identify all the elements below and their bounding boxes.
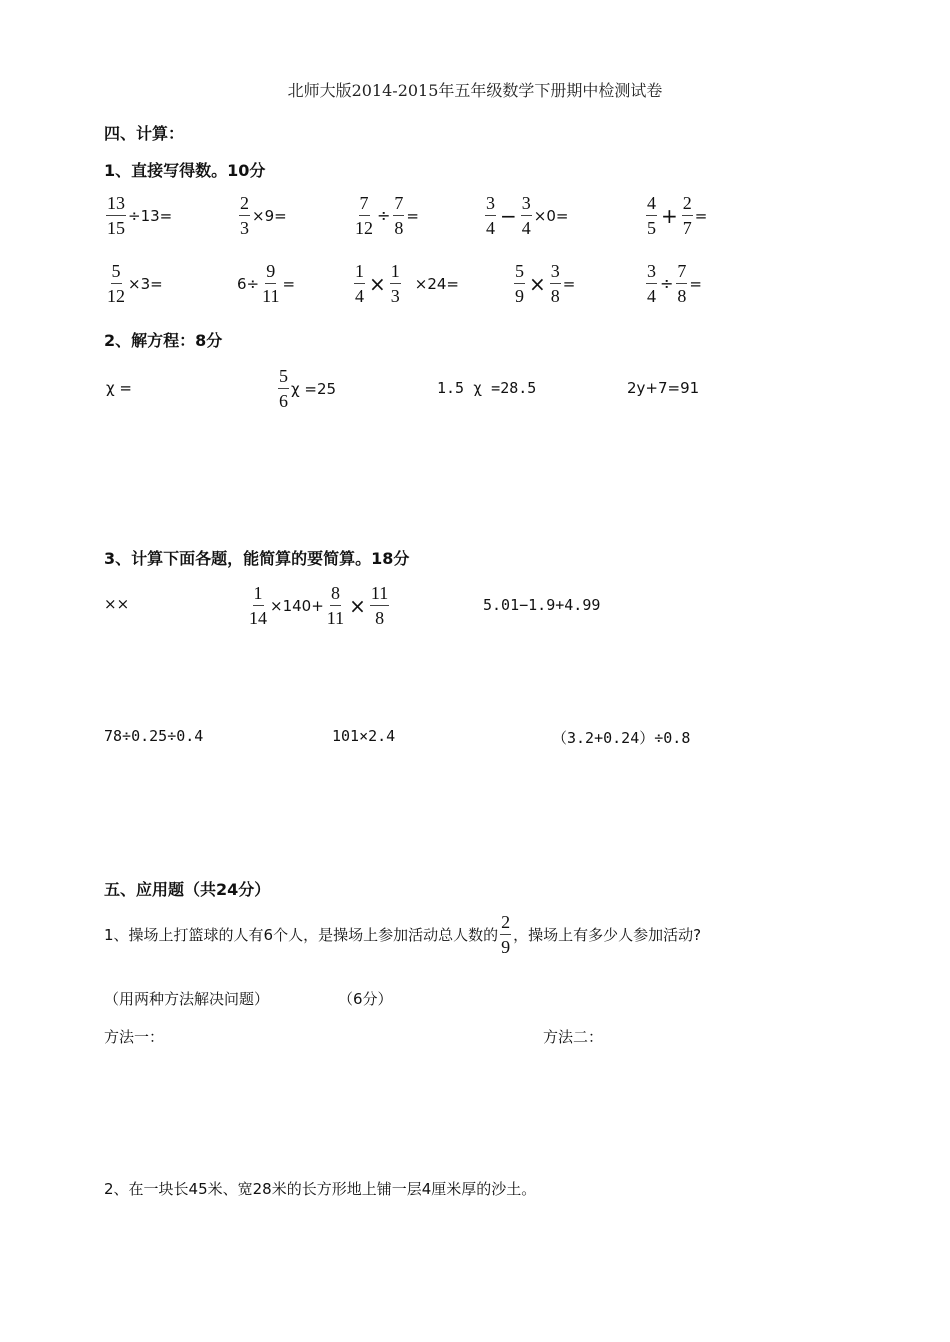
- word-problem-1-points: （6分）: [338, 990, 393, 1008]
- fraction: $\frac{5}{9}$: [515, 261, 524, 306]
- fraction: $\frac{2}{3}$: [240, 193, 249, 238]
- q3-problem-3: 5.01−1.9+4.99: [483, 596, 601, 614]
- fraction: $\frac{3}{4}$: [647, 261, 656, 306]
- fraction: $\frac{8}{11}$: [326, 583, 345, 628]
- fraction: $\frac{9}{11}$: [262, 261, 280, 306]
- q1-row1-expr5: $\frac{4}{5}$ + $\frac{2}{7}$ =: [647, 193, 708, 238]
- q3-heading: 3、计算下面各题，能简算的要简算。18分: [104, 549, 410, 568]
- q3-problem-1: ××: [104, 595, 130, 613]
- q2-heading: 2、解方程：8分: [104, 331, 223, 350]
- q1-row1-expr3: $\frac{7}{12}$ ÷ $\frac{7}{8}$ =: [355, 193, 419, 238]
- fraction: $\frac{7}{8}$: [677, 261, 687, 306]
- q2-equation-4: 2y+7=91: [627, 379, 700, 397]
- method-two-label: 方法二：: [543, 1028, 604, 1046]
- fraction: $\frac{4}{5}$: [647, 193, 656, 238]
- fraction: $\frac{3}{4}$: [486, 193, 495, 238]
- q3-problem-5: 101×2.4: [332, 727, 396, 745]
- fraction: $\frac{5}{12}$: [107, 261, 125, 306]
- q1-row2-expr1: $\frac{5}{12}$ ×3=: [107, 261, 163, 306]
- q2-equation-1: χ =: [106, 379, 133, 397]
- fraction: $\frac{2}{7}$: [682, 193, 692, 238]
- word-problem-1-note: （用两种方法解决问题）: [104, 990, 270, 1008]
- fraction: $\frac{13}{15}$: [107, 193, 125, 238]
- fraction: $\frac{7}{8}$: [394, 193, 404, 238]
- q1-heading: 1、直接写得数。10分: [104, 161, 266, 180]
- q2-equation-2: $\frac{5}{6}$ χ =25: [279, 366, 337, 411]
- word-problem-2: 2、在一块长45米、宽28米的长方形地上铺一层4厘米厚的沙土。: [104, 1180, 537, 1198]
- page-title: 北师大版2014-2015年五年级数学下册期中检测试卷: [287, 81, 663, 100]
- q1-row1-expr2: $\frac{2}{3}$ ×9=: [240, 193, 287, 238]
- q3-problem-6: （3.2+0.24）÷0.8: [552, 729, 691, 747]
- fraction: $\frac{2}{9}$: [501, 912, 511, 957]
- fraction: $\frac{1}{3}$: [390, 261, 400, 306]
- section-4-heading: 四、计算：: [104, 124, 185, 143]
- q1-row2-expr2: 6÷ $\frac{9}{11}$ =: [237, 261, 296, 306]
- fraction: $\frac{3}{4}$: [521, 193, 531, 238]
- q1-row2-expr4: $\frac{5}{9}$ × $\frac{3}{8}$ =: [515, 261, 576, 306]
- word-problem-1: 1、操场上打篮球的人有6个人，是操场上参加活动总人数的 $\frac{2}{9}$ ，操场上有多少人参加活动?: [104, 912, 702, 957]
- method-one-label: 方法一：: [104, 1028, 165, 1046]
- q1-row2-expr3: $\frac{1}{4}$ × $\frac{1}{3}$ ×24=: [355, 261, 459, 306]
- q3-problem-4: 78÷0.25÷0.4: [104, 727, 204, 745]
- fraction: $\frac{5}{6}$: [279, 366, 288, 411]
- q1-row1-expr4: $\frac{3}{4}$ − $\frac{3}{4}$ ×0=: [486, 193, 569, 238]
- fraction: $\frac{1}{4}$: [355, 261, 364, 306]
- fraction: $\frac{11}{8}$: [370, 583, 389, 628]
- q1-row1-expr1: $\frac{13}{15}$ ÷13=: [107, 193, 173, 238]
- fraction: $\frac{1}{14}$: [249, 583, 267, 628]
- q1-row2-expr5: $\frac{3}{4}$ ÷ $\frac{7}{8}$ =: [647, 261, 702, 306]
- fraction: $\frac{7}{12}$: [355, 193, 373, 238]
- q3-problem-2: $\frac{1}{14}$ ×140+ $\frac{8}{11}$ × $\frac{11}{8}$: [249, 583, 389, 628]
- section-5-heading: 五、应用题（共24分）: [104, 880, 271, 899]
- q2-equation-3: 1.5 χ =28.5: [437, 379, 537, 397]
- fraction: $\frac{3}{8}$: [550, 261, 560, 306]
